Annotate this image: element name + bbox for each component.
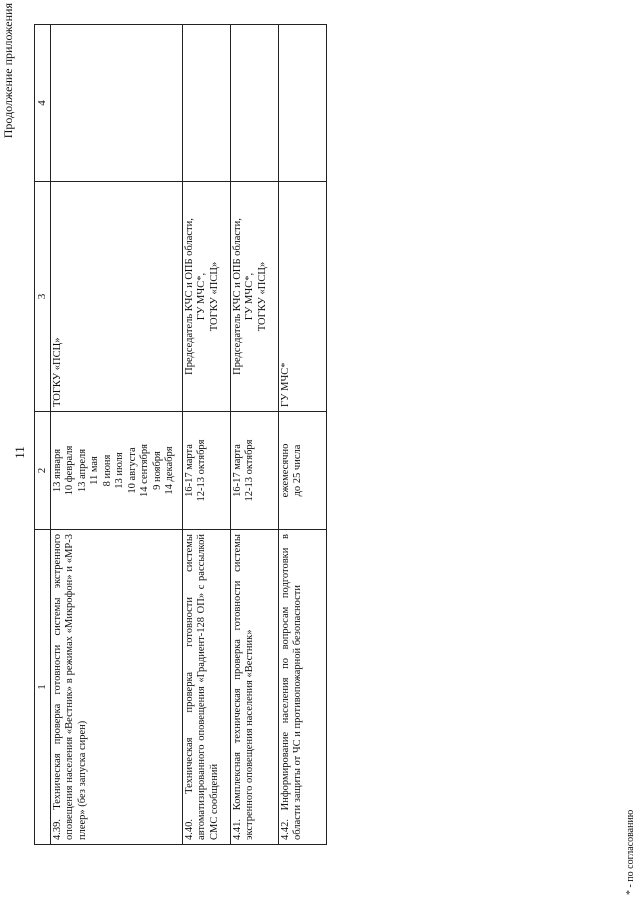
- event-dates: [230, 412, 278, 530]
- responsible: [278, 182, 326, 412]
- responsible-line: ГУ МЧС*: [279, 362, 291, 407]
- note-cell: [182, 25, 230, 182]
- date-line: 8 июня: [101, 454, 113, 487]
- header-cell: 3: [35, 182, 51, 412]
- table-row: [182, 25, 230, 845]
- responsible-line: Председатель КЧС и ОПБ области,: [183, 218, 195, 375]
- date-line: 13 января: [51, 448, 63, 493]
- responsible: [182, 182, 230, 412]
- responsible: [50, 182, 182, 412]
- footnote: * - по согласованию: [625, 809, 636, 895]
- responsible-line: ТОГКУ «ПСЦ»: [208, 261, 220, 332]
- responsible-line: ГУ МЧС*,: [244, 272, 255, 321]
- date-line: 13 апреля: [76, 448, 88, 493]
- responsible-line: Председатель КЧС и ОПБ области,: [231, 218, 243, 375]
- plan-table: [34, 24, 327, 845]
- date-line: 11 мая: [89, 456, 100, 485]
- date-line: ежемесячно: [279, 443, 291, 498]
- event-description: 4.42. Информирование населения по вопросам подготовки в области защиты от ЧС и противопожарной безопасности: [278, 530, 326, 845]
- event-dates: [50, 412, 182, 530]
- note-cell: [278, 25, 326, 182]
- header-cell: 4: [35, 25, 51, 182]
- date-line: 14 сентября: [139, 444, 150, 497]
- date-line: до 25 числа: [292, 444, 303, 497]
- event-dates: [278, 412, 326, 530]
- date-line: 9 ноября: [151, 451, 163, 490]
- header-cell: 2: [35, 412, 51, 530]
- date-line: 13 июля: [114, 452, 125, 489]
- responsible: [230, 182, 278, 412]
- date-line: 12-13 октября: [244, 439, 255, 502]
- continuation-label: Продолжение приложения: [1, 3, 15, 139]
- date-line: 12-13 октября: [196, 439, 207, 502]
- table-row: [278, 25, 326, 845]
- responsible-line: ГУ МЧС*,: [196, 272, 207, 321]
- event-description: 4.39. Техническая проверка готовности системы экстренного оповещения населения «Вестник» в режимах «Микрофон» и «МР-3 плеер» (без запуска сирен): [50, 530, 182, 845]
- date-line: 16-17 марта: [231, 444, 243, 497]
- note-cell: [230, 25, 278, 182]
- note-cell: [50, 25, 182, 182]
- table-row: [230, 25, 278, 845]
- date-line: 10 февраля: [64, 445, 75, 496]
- responsible-line: ТОГКУ «ПСЦ»: [51, 337, 63, 407]
- table-header-row: [35, 25, 51, 845]
- header-cell: 1: [35, 530, 51, 845]
- date-line: 10 августа: [126, 447, 138, 494]
- table-row: [50, 25, 182, 845]
- event-description: 4.40. Техническая проверка готовности системы автоматизированного оповещения «Градиент-128 ОП» с рассылкой СМС сообщений: [182, 530, 230, 845]
- event-dates: [182, 412, 230, 530]
- date-line: 14 декабря: [164, 446, 175, 495]
- responsible-line: ТОГКУ «ПСЦ»: [256, 261, 268, 332]
- page-number: 11: [12, 446, 27, 459]
- event-description: 4.41. Комплексная техническая проверка готовности системы экстренного оповещения населения «Вестник»: [230, 530, 278, 845]
- date-line: 16-17 марта: [183, 444, 195, 497]
